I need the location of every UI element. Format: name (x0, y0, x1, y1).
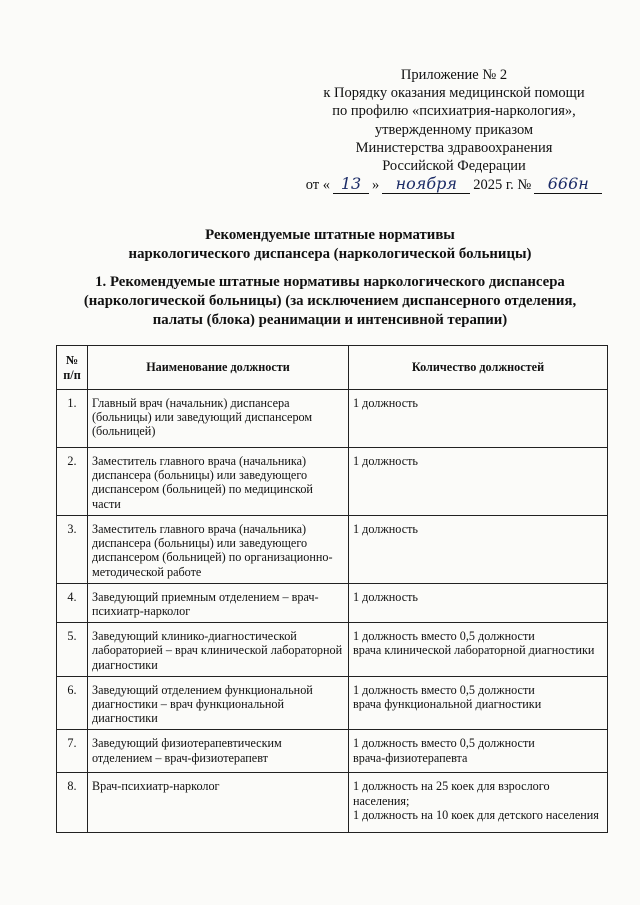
title-line: Рекомендуемые штатные нормативы (205, 227, 455, 243)
appendix-number: Приложение № 2 (400, 67, 508, 83)
order-prefix: от « (305, 177, 330, 194)
row-count-line: 1 должность на 10 коек для детского населения (353, 807, 599, 822)
section-title (40, 273, 620, 330)
row-count-line: врача функциональной диагностики (353, 697, 542, 712)
row-position: Заведующий клинико-диагностической лабораторией – врач клинической лабораторной диагностики (88, 623, 349, 677)
row-position: Врач-психиатр-нарколог (88, 773, 349, 833)
row-count-line: 1 должность на 25 коек для взрослого населения; (353, 779, 550, 808)
row-number: 3. (57, 516, 88, 584)
row-count-line: 1 должность вместо 0,5 должности (353, 629, 535, 644)
row-count-line: 1 должность вместо 0,5 должности (353, 682, 535, 697)
row-count (349, 516, 608, 584)
staffing-table (56, 345, 608, 833)
row-count-line: 1 должность (353, 589, 418, 604)
row-position: Заместитель главного врача (начальника) диспансера (больницы) или заведующего диспансером (больницей) по медицинской части (88, 448, 349, 516)
table-row (57, 730, 608, 773)
section-title-line: 1. Рекомендуемые штатные нормативы наркологического диспансера (95, 274, 565, 290)
header-count: Количество должностей (349, 346, 608, 390)
row-count-line: 1 должность (353, 396, 418, 410)
table-row (57, 516, 608, 584)
row-count (349, 773, 608, 833)
title-line: наркологического диспансера (наркологической больницы) (128, 246, 532, 262)
header-number-line: п/п (63, 367, 81, 382)
appendix-header (300, 66, 608, 194)
row-count (349, 583, 608, 622)
row-number: 5. (57, 623, 88, 677)
table-row (57, 583, 608, 622)
row-count (349, 676, 608, 730)
table-row (57, 676, 608, 730)
row-count-line: 1 должность (353, 522, 418, 536)
section-title-line: палаты (блока) реанимации и интенсивной терапии) (152, 312, 508, 328)
row-count (349, 390, 608, 448)
row-number: 7. (57, 730, 88, 773)
table-row (57, 390, 608, 448)
table-body (57, 390, 608, 833)
row-position: Заведующий отделением функциональной диагностики – врач функциональной диагностики (88, 676, 349, 730)
row-position: Заместитель главного врача (начальника) диспансера (больницы) или заведующего диспансером (больницей) по организационно-методической работе (88, 516, 349, 584)
row-count (349, 623, 608, 677)
row-count-line: врача-физиотерапевта (353, 750, 468, 765)
row-count (349, 448, 608, 516)
row-number: 8. (57, 773, 88, 833)
appendix-ref-line: Российской Федерации (382, 158, 526, 175)
order-number-handwritten: 666н (534, 175, 602, 194)
header-position: Наименование должности (88, 346, 349, 390)
row-number: 1. (57, 390, 88, 448)
row-number: 2. (57, 448, 88, 516)
table-header-row (57, 346, 608, 390)
table-row (57, 448, 608, 516)
order-date-line (300, 175, 608, 194)
section-title-line: (наркологической больницы) (за исключением диспансерного отделения, (83, 293, 577, 309)
row-position: Главный врач (начальник) диспансера (больницы) или заведующий диспансером (больницей) (88, 390, 349, 448)
row-number: 6. (57, 676, 88, 730)
appendix-ref-line: Министерства здравоохранения (355, 139, 553, 156)
order-day-close: » (372, 177, 380, 194)
row-count-line: врача клинической лабораторной диагностики (353, 643, 595, 658)
header-number (57, 346, 88, 390)
row-count-line: 1 должность вместо 0,5 должности (353, 736, 535, 751)
table-row (57, 623, 608, 677)
row-count (349, 730, 608, 773)
row-position: Заведующий физиотерапевтическим отделением – врач-физиотерапевт (88, 730, 349, 773)
appendix-ref-line: утвержденному приказом (374, 121, 534, 138)
row-number: 4. (57, 583, 88, 622)
order-month-handwritten: ноября (382, 175, 470, 194)
appendix-ref-line: по профилю «психиатрия-наркология», (332, 103, 576, 120)
appendix-ref-line: к Порядку оказания медицинской помощи (323, 85, 585, 102)
order-day-handwritten: 13 (333, 175, 369, 194)
header-number-line: № (65, 353, 79, 368)
row-count-line: 1 должность (353, 454, 418, 468)
row-position: Заведующий приемным отделением – врач-психиатр-нарколог (88, 583, 349, 622)
document-title (40, 226, 620, 264)
table-row (57, 773, 608, 833)
order-year: 2025 г. № (473, 177, 532, 194)
